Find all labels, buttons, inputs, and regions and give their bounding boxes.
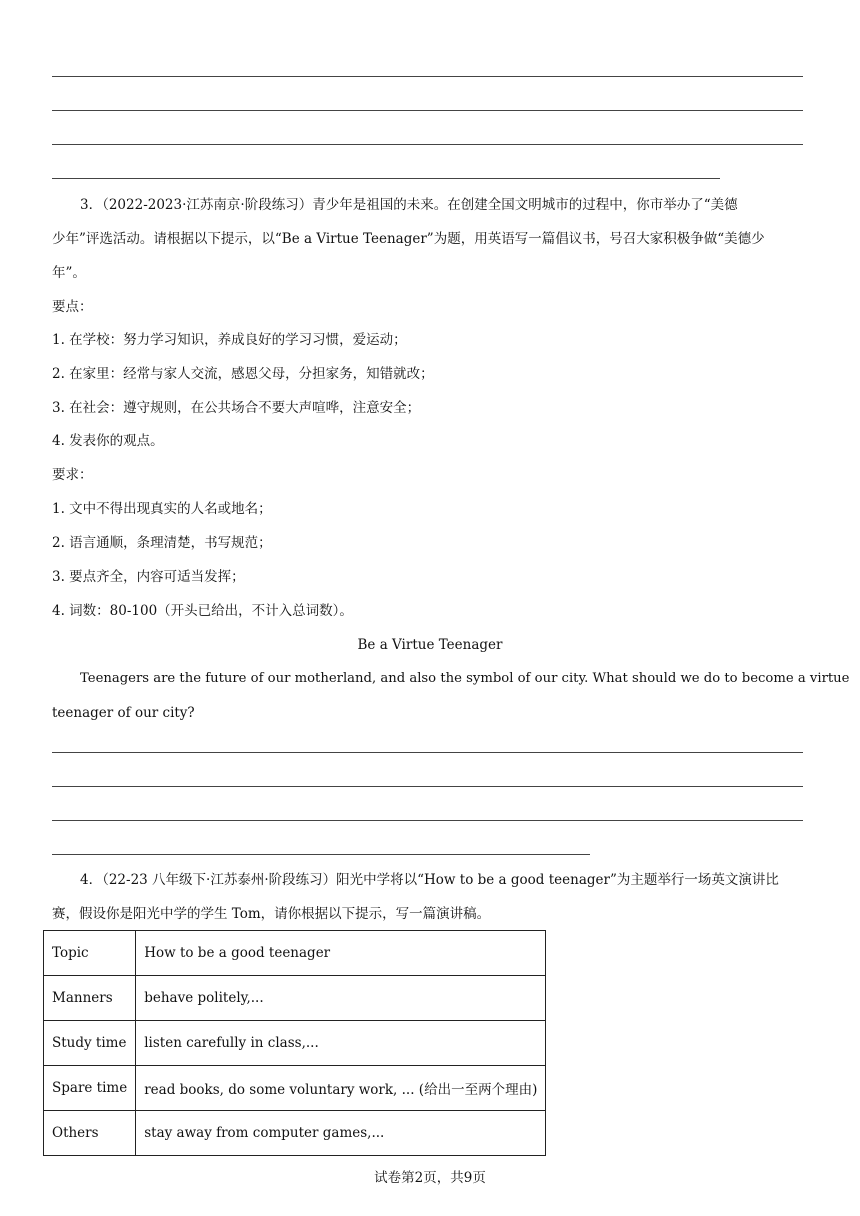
answer-line[interactable] (52, 110, 803, 111)
q4-intro-line1: 4．（22-23 八年级下·江苏泰州·阶段练习）阳光中学将以“How to be a good teenager”为主题举行一场英文演讲比 (80, 872, 779, 888)
q4-intro-line2: 赛，假设你是阳光中学的学生 Tom，请你根据以下提示，写一篇演讲稿。 (52, 906, 491, 922)
table-row (44, 1021, 546, 1066)
q4-prompt-table (43, 930, 546, 1156)
row-label: Manners (44, 976, 136, 1021)
row-label: Others (44, 1111, 136, 1156)
answer-line[interactable] (52, 786, 803, 787)
q3-point: 2. 在家里：经常与家人交流，感恩父母，分担家务，知错就改； (52, 366, 434, 382)
answer-line[interactable] (52, 144, 803, 145)
row-content: How to be a good teenager (136, 931, 546, 976)
q3-requirement: 3. 要点齐全，内容可适当发挥； (52, 569, 245, 585)
page-footer: 试卷第2页，共9页 (374, 1170, 486, 1186)
row-content: read books, do some voluntary work, ... (给出一至两个理由) (136, 1066, 546, 1111)
q3-intro-line3: 年”。 (52, 265, 86, 281)
table-row (44, 931, 546, 976)
essay-title: Be a Virtue Teenager (357, 637, 503, 653)
answer-line[interactable] (52, 820, 803, 821)
q3-requirement: 1. 文中不得出现真实的人名或地名； (52, 501, 272, 517)
table-row (44, 1111, 546, 1156)
row-label: Topic (44, 931, 136, 976)
table-row (44, 1066, 546, 1111)
row-content: listen carefully in class,... (136, 1021, 546, 1066)
q3-requirement: 2. 语言通顺，条理清楚，书写规范； (52, 535, 272, 551)
q3-intro-line2: 少年”评选活动。请根据以下提示，以“Be a Virtue Teenager”为题，用英语写一篇倡议书，号召大家积极争做“美德少 (52, 231, 765, 247)
q3-point: 1. 在学校：努力学习知识，养成良好的学习习惯，爱运动； (52, 332, 407, 348)
q3-requirements-label: 要求： (52, 467, 93, 483)
row-label: Study time (44, 1021, 136, 1066)
q3-points-label: 要点： (52, 299, 93, 315)
essay-opening-line1: Teenagers are the future of our motherland, and also the symbol of our city. What should we do to become a virtue (80, 671, 850, 686)
table-row (44, 976, 546, 1021)
q3-point: 4. 发表你的观点。 (52, 433, 164, 449)
answer-line[interactable] (52, 752, 803, 753)
row-content: stay away from computer games,... (136, 1111, 546, 1156)
q3-point: 3. 在社会：遵守规则，在公共场合不要大声喧哗，注意安全； (52, 400, 421, 416)
row-content: behave politely,... (136, 976, 546, 1021)
q3-intro-line1: 3．（2022-2023·江苏南京·阶段练习）青少年是祖国的未来。在创建全国文明城市的过程中，你市举办了“美德 (80, 197, 738, 213)
q3-requirement: 4. 词数：80-100（开头已给出，不计入总词数）。 (52, 603, 353, 619)
answer-line[interactable] (52, 76, 803, 77)
row-label: Spare time (44, 1066, 136, 1111)
answer-line[interactable] (52, 178, 720, 179)
essay-opening-line2: teenager of our city? (52, 705, 195, 721)
answer-line[interactable] (52, 854, 590, 855)
